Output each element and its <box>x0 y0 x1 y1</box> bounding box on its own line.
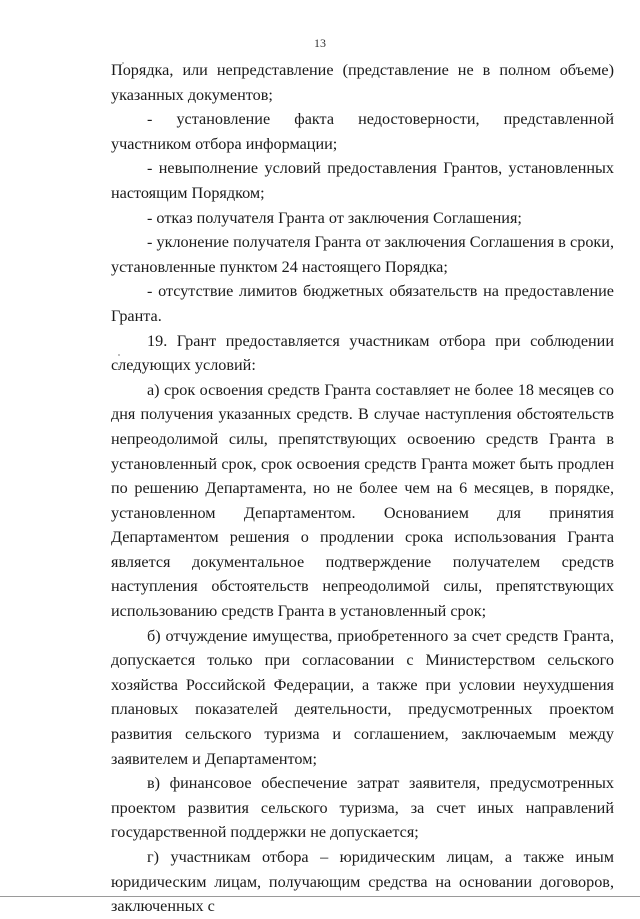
page-number: 13 <box>314 36 326 50</box>
list-item-conditions-violation: - невыполнение условий предоставления Грантов, установленных настоящим Порядком; <box>111 159 614 202</box>
condition-a: а) срок освоения средств Гранта составляет не более 18 месяцев со дня получения указанных средств. В случае наступления обстоятельств непреодолимой силы, препятствующих освоению средств Гранта в установленный срок, срок освоения средств Гранта может быть продлен по решению Департамента, но не более чем на 6 месяцев, в порядке, установленном Департаментом. Основанием для принятия Департаментом решения о продлении срока использования Гранта является документальное подтверждение получателем средств наступления обстоятельств непреодолимой силы, препятствующих использованию средств Гранта в установленный срок; <box>111 380 614 621</box>
document-body <box>111 58 614 919</box>
list-item-evasion: - уклонение получателя Гранта от заключения Соглашения в сроки, установленные пунктом 24 настоящего Порядка; <box>111 233 614 276</box>
clause-19: 19. Грант предоставляется участникам отбора при соблюдении следующих условий: <box>111 331 614 375</box>
list-item-refusal: - отказ получателя Гранта от заключения Соглашения; <box>147 208 522 227</box>
condition-v: в) финансовое обеспечение затрат заявителя, предусмотренных проектом развития сельского туризма, за счет иных направлений государственной поддержки не допускается; <box>111 774 614 842</box>
condition-b: б) отчуждение имущества, приобретенного за счет средств Гранта, допускается только при согласовании с Министерством сельского хозяйства Российской Федерации, а также при условии неухудшения плановых показателей деятельности, предусмотренных проектом развития сельского туризма и соглашением, заключаемым между заявителем и Департаментом; <box>111 626 614 768</box>
list-item-no-limits: - отсутствие лимитов бюджетных обязательств на предоставление Гранта. <box>111 282 614 325</box>
list-item-unreliable-info: - установление факта недостоверности, представленной участником отбора информации; <box>111 110 614 153</box>
condition-g: г) участникам отбора – юридическим лицам, а также иным юридическим лицам, получающим средства на основании договоров, заключенных с <box>111 848 614 916</box>
scan-edge-line <box>0 896 640 897</box>
paragraph-continuation: Порядка, или непредставление (представление не в полном объеме) указанных документов; <box>111 61 614 104</box>
